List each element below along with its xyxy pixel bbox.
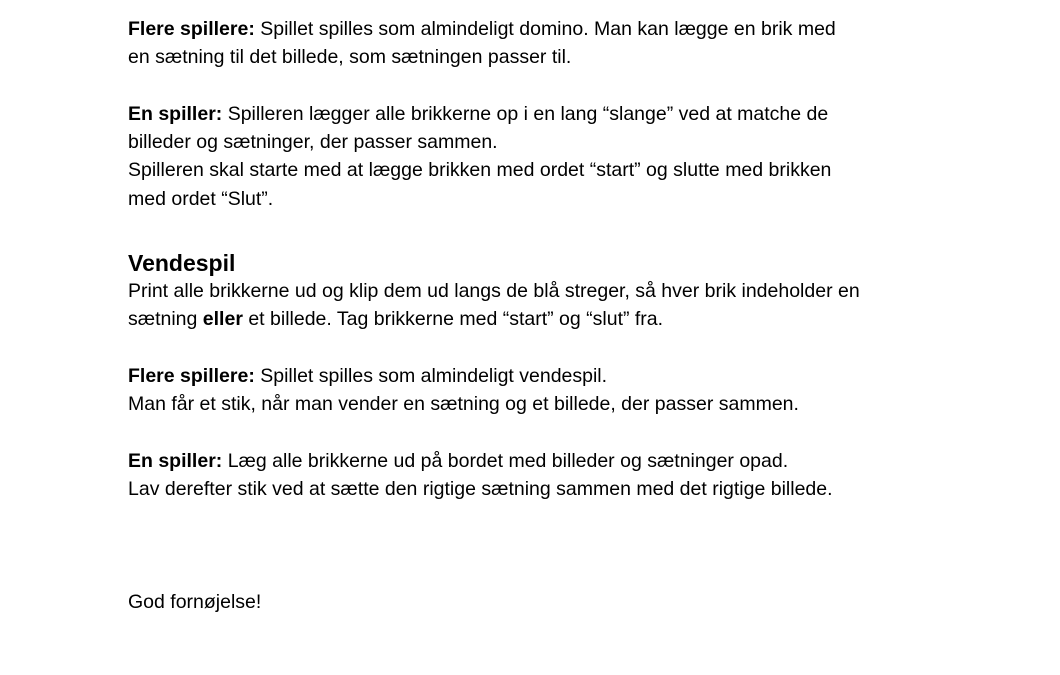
domino-single-label: En spiller:: [128, 102, 223, 125]
domino-multi-label: Flere spillere:: [128, 18, 255, 40]
vendespil-single-label: En spiller:: [128, 449, 223, 472]
vendespil-intro-line-1: Print alle brikkerne ud og klip dem ud langs de blå streger, så hver brik indeholder en: [128, 280, 860, 303]
vendespil-multi-line-2: Man får et stik, når man vender en sætning og et billede, der passer sammen.: [128, 393, 799, 416]
document-page: [128, 15, 1028, 617]
vendespil-single-text-1: Læg alle brikkerne ud på bordet med billeder og sætninger opad.: [222, 449, 789, 472]
domino-single-line-1: [128, 100, 1028, 128]
vendespil-single-line-1: [128, 447, 1028, 475]
vendespil-intro-text-a: sætning: [128, 308, 203, 331]
vendespil-intro: [128, 277, 1028, 334]
vendespil-single-section: [128, 447, 1028, 504]
domino-multi-text-1: Spillet spilles som almindeligt domino. Man kan lægge en brik med: [254, 18, 836, 40]
domino-single-line-2: billeder og sætninger, der passer sammen.: [128, 131, 498, 154]
vendespil-multi-line-1: [128, 362, 1028, 390]
closing-text: God fornøjelse!: [128, 591, 262, 614]
vendespil-multi-text-1: Spillet spilles som almindeligt vendespil.: [254, 364, 608, 387]
domino-multi-section: [128, 15, 1028, 72]
vendespil-multi-section: [128, 362, 1028, 419]
vendespil-intro-bold: eller: [202, 308, 243, 331]
domino-single-text-1: Spilleren lægger alle brikkerne op i en lang “slange” ved at matche de: [222, 102, 829, 125]
domino-single-line-4: med ordet “Slut”.: [128, 187, 274, 210]
domino-single-line-3: Spilleren skal starte med at lægge brikken med ordet “start” og slutte med brikken: [128, 159, 832, 182]
vendespil-multi-label: Flere spillere:: [128, 364, 255, 387]
vendespil-intro-line-2: [128, 305, 1028, 333]
vendespil-single-line-2: Lav derefter stik ved at sætte den rigtige sætning sammen med det rigtige billede.: [128, 478, 833, 501]
vendespil-intro-text-b: et billede. Tag brikkerne med “start” og “slut” fra.: [242, 308, 664, 331]
domino-single-section: [128, 100, 1028, 213]
domino-multi-line-2: en sætning til det billede, som sætningen passer til.: [128, 46, 572, 69]
domino-multi-line-1: [128, 15, 1028, 43]
vendespil-heading: Vendespil: [128, 250, 236, 277]
